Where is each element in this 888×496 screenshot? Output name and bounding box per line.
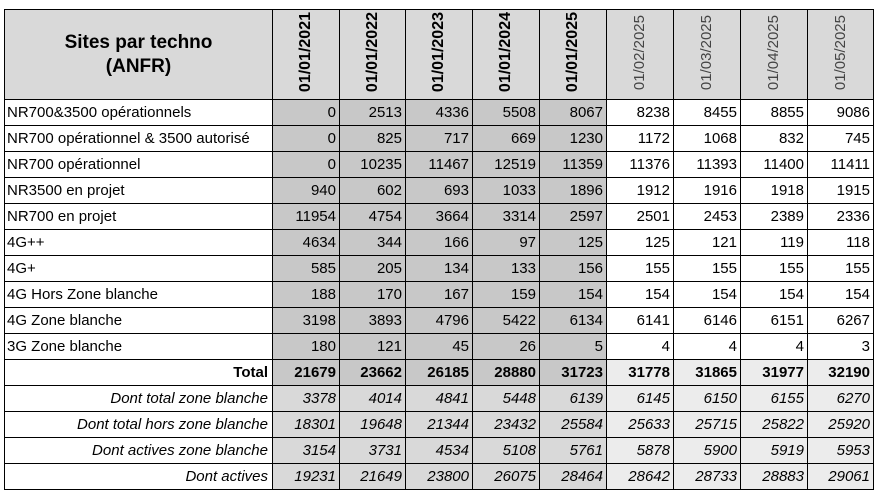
table-cell: 4 [741, 334, 808, 360]
table-cell: 154 [540, 282, 607, 308]
table-row [5, 178, 874, 204]
table-cell: 26 [473, 334, 540, 360]
column-header-date: 01/05/2025 [808, 10, 874, 100]
table-title [5, 10, 273, 100]
table-row [5, 126, 874, 152]
table-row [5, 204, 874, 230]
subtotal-row [5, 412, 874, 438]
table-cell: 31977 [741, 360, 808, 386]
table-cell: 26075 [473, 464, 540, 490]
table-cell: 2336 [808, 204, 874, 230]
title-line-2: (ANFR) [105, 55, 172, 77]
table-cell: 4534 [406, 438, 473, 464]
table-cell: 8067 [540, 100, 607, 126]
column-header-date: 01/02/2025 [607, 10, 674, 100]
table-cell: 2597 [540, 204, 607, 230]
table-cell: 118 [808, 230, 874, 256]
row-label: 4G Hors Zone blanche [5, 282, 273, 308]
table-cell: 4796 [406, 308, 473, 334]
table-cell: 832 [741, 126, 808, 152]
table-row [5, 256, 874, 282]
table-cell: 159 [473, 282, 540, 308]
row-label: 4G Zone blanche [5, 308, 273, 334]
table-cell: 1918 [741, 178, 808, 204]
table-cell: 45 [406, 334, 473, 360]
table-cell: 2453 [674, 204, 741, 230]
column-header-date: 01/04/2025 [741, 10, 808, 100]
table-cell: 6155 [741, 386, 808, 412]
table-cell: 121 [340, 334, 406, 360]
table-cell: 125 [607, 230, 674, 256]
table-cell: 3731 [340, 438, 406, 464]
table-cell: 344 [340, 230, 406, 256]
table-cell: 2513 [340, 100, 406, 126]
row-label: Dont actives [5, 464, 273, 490]
table-cell: 5448 [473, 386, 540, 412]
table-cell: 3154 [273, 438, 340, 464]
table-cell: 121 [674, 230, 741, 256]
table-cell: 154 [607, 282, 674, 308]
sites-table [4, 9, 874, 490]
table-cell: 155 [741, 256, 808, 282]
table-cell: 11411 [808, 152, 874, 178]
table-cell: 166 [406, 230, 473, 256]
table-cell: 167 [406, 282, 473, 308]
table-cell: 6267 [808, 308, 874, 334]
row-label: NR700&3500 opérationnels [5, 100, 273, 126]
table-cell: 21649 [340, 464, 406, 490]
table-cell: 11467 [406, 152, 473, 178]
row-label: Dont actives zone blanche [5, 438, 273, 464]
table-cell: 6150 [674, 386, 741, 412]
column-header-date: 01/01/2024 [473, 10, 540, 100]
table-cell: 4754 [340, 204, 406, 230]
table-row [5, 152, 874, 178]
table-cell: 23432 [473, 412, 540, 438]
table-cell: 155 [674, 256, 741, 282]
table-cell: 1068 [674, 126, 741, 152]
table-row [5, 308, 874, 334]
table-cell: 119 [741, 230, 808, 256]
table-cell: 12519 [473, 152, 540, 178]
table-row [5, 282, 874, 308]
table-cell: 1916 [674, 178, 741, 204]
table-cell: 9086 [808, 100, 874, 126]
table-cell: 180 [273, 334, 340, 360]
table-cell: 4634 [273, 230, 340, 256]
column-header-date: 01/01/2022 [340, 10, 406, 100]
table-cell: 23662 [340, 360, 406, 386]
table-cell: 825 [340, 126, 406, 152]
table-cell: 18301 [273, 412, 340, 438]
table-cell: 188 [273, 282, 340, 308]
row-label: Dont total zone blanche [5, 386, 273, 412]
table-cell: 25715 [674, 412, 741, 438]
title-line-1: Sites par techno [64, 31, 213, 53]
table-cell: 155 [808, 256, 874, 282]
table-cell: 6151 [741, 308, 808, 334]
table-cell: 2501 [607, 204, 674, 230]
table-cell: 1912 [607, 178, 674, 204]
table-cell: 5953 [808, 438, 874, 464]
table-cell: 5 [540, 334, 607, 360]
table-cell: 133 [473, 256, 540, 282]
table-cell: 32190 [808, 360, 874, 386]
table-cell: 4014 [340, 386, 406, 412]
table-cell: 4 [674, 334, 741, 360]
table-cell: 1230 [540, 126, 607, 152]
row-label: 4G+ [5, 256, 273, 282]
table-cell: 28733 [674, 464, 741, 490]
column-header-date: 01/03/2025 [674, 10, 741, 100]
table-cell: 5508 [473, 100, 540, 126]
table-cell: 156 [540, 256, 607, 282]
column-header-date: 01/01/2025 [540, 10, 607, 100]
table-cell: 29061 [808, 464, 874, 490]
table-cell: 3378 [273, 386, 340, 412]
table-cell: 6146 [674, 308, 741, 334]
table-cell: 5900 [674, 438, 741, 464]
table-cell: 10235 [340, 152, 406, 178]
table-cell: 154 [741, 282, 808, 308]
table-cell: 19231 [273, 464, 340, 490]
table-cell: 5108 [473, 438, 540, 464]
table-cell: 3314 [473, 204, 540, 230]
table-row [5, 334, 874, 360]
table-cell: 3 [808, 334, 874, 360]
table-cell: 25920 [808, 412, 874, 438]
table-cell: 154 [674, 282, 741, 308]
table-cell: 205 [340, 256, 406, 282]
table-cell: 1172 [607, 126, 674, 152]
table-cell: 5761 [540, 438, 607, 464]
table-cell: 6270 [808, 386, 874, 412]
table-cell: 6134 [540, 308, 607, 334]
table-cell: 4 [607, 334, 674, 360]
row-label: 3G Zone blanche [5, 334, 273, 360]
table-cell: 8455 [674, 100, 741, 126]
table-cell: 1033 [473, 178, 540, 204]
table-cell: 97 [473, 230, 540, 256]
row-label: NR700 opérationnel & 3500 autorisé [5, 126, 273, 152]
table-cell: 3198 [273, 308, 340, 334]
row-label: Total [5, 360, 273, 386]
table-cell: 1896 [540, 178, 607, 204]
header-row [5, 10, 874, 100]
subtotal-row [5, 464, 874, 490]
table-cell: 717 [406, 126, 473, 152]
table-cell: 3664 [406, 204, 473, 230]
table-cell: 31865 [674, 360, 741, 386]
table-cell: 1915 [808, 178, 874, 204]
table-cell: 134 [406, 256, 473, 282]
subtotal-row [5, 386, 874, 412]
column-header-date: 01/01/2023 [406, 10, 473, 100]
table-cell: 11359 [540, 152, 607, 178]
table-cell: 6141 [607, 308, 674, 334]
table-cell: 669 [473, 126, 540, 152]
table-cell: 28464 [540, 464, 607, 490]
table-cell: 0 [273, 126, 340, 152]
table-row [5, 100, 874, 126]
row-label: NR700 en projet [5, 204, 273, 230]
table-cell: 154 [808, 282, 874, 308]
table-cell: 8238 [607, 100, 674, 126]
total-row [5, 360, 874, 386]
table-cell: 31723 [540, 360, 607, 386]
table-cell: 693 [406, 178, 473, 204]
row-label: 4G++ [5, 230, 273, 256]
table-cell: 21344 [406, 412, 473, 438]
table-cell: 0 [273, 152, 340, 178]
row-label: NR3500 en projet [5, 178, 273, 204]
table-cell: 25584 [540, 412, 607, 438]
table-cell: 0 [273, 100, 340, 126]
table-cell: 19648 [340, 412, 406, 438]
table-cell: 11954 [273, 204, 340, 230]
table-cell: 6145 [607, 386, 674, 412]
table-cell: 23800 [406, 464, 473, 490]
table-cell: 25633 [607, 412, 674, 438]
table-cell: 4336 [406, 100, 473, 126]
table-cell: 25822 [741, 412, 808, 438]
table-cell: 28642 [607, 464, 674, 490]
table-cell: 28883 [741, 464, 808, 490]
table-cell: 745 [808, 126, 874, 152]
table-cell: 11400 [741, 152, 808, 178]
table-cell: 2389 [741, 204, 808, 230]
table-cell: 602 [340, 178, 406, 204]
table-cell: 31778 [607, 360, 674, 386]
table-cell: 11376 [607, 152, 674, 178]
table-cell: 4841 [406, 386, 473, 412]
table-cell: 940 [273, 178, 340, 204]
table-cell: 5919 [741, 438, 808, 464]
table-cell: 5422 [473, 308, 540, 334]
table-cell: 3893 [340, 308, 406, 334]
table-cell: 125 [540, 230, 607, 256]
table-cell: 11393 [674, 152, 741, 178]
table-cell: 8855 [741, 100, 808, 126]
table-cell: 6139 [540, 386, 607, 412]
row-label: Dont total hors zone blanche [5, 412, 273, 438]
table-cell: 5878 [607, 438, 674, 464]
table-row [5, 230, 874, 256]
subtotal-row [5, 438, 874, 464]
table-cell: 26185 [406, 360, 473, 386]
table-cell: 170 [340, 282, 406, 308]
table-cell: 585 [273, 256, 340, 282]
column-header-date: 01/01/2021 [273, 10, 340, 100]
row-label: NR700 opérationnel [5, 152, 273, 178]
table-cell: 21679 [273, 360, 340, 386]
table-cell: 155 [607, 256, 674, 282]
table-cell: 28880 [473, 360, 540, 386]
